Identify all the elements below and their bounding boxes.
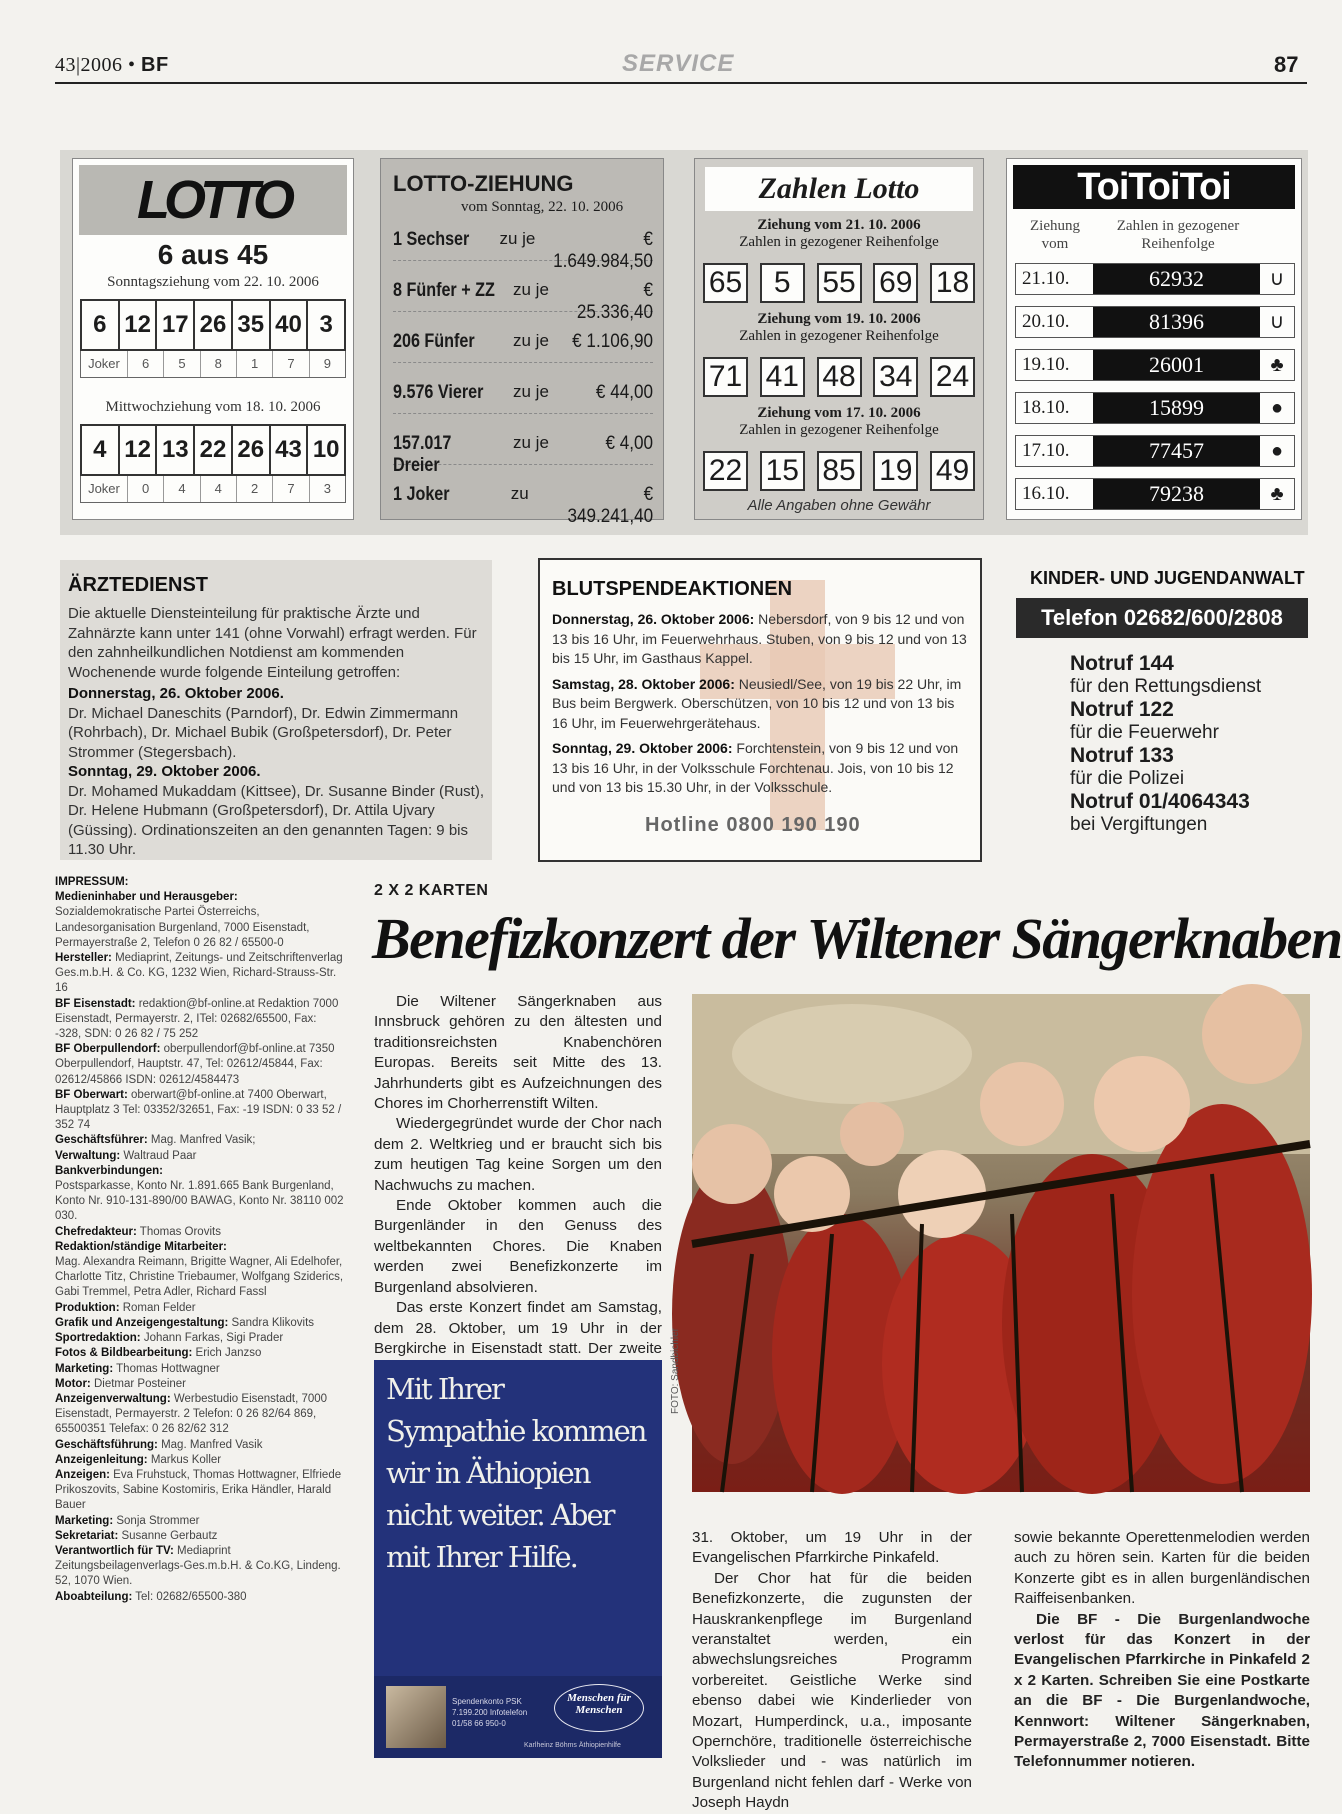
lotto-number: 6 [82,301,120,349]
toi-row: 16.10. 79238 ♣ [1015,478,1295,510]
kinderanwalt-phone: Telefon 02682/600/2808 [1016,598,1308,638]
prize-row: 8 Fünfer + ZZ zu je € 25.336,40 [393,280,653,323]
article-headline: Benefizkonzert der Wiltener Sängerknaben [372,906,1342,971]
lotto-ziehung-box [380,158,664,527]
ad-photo [386,1686,446,1748]
blutspende-text: Donnerstag, 26. Oktober 2006: Nebersdorf, von 9 bis 12 und von 13 bis 16 Uhr, im Feuerwehrhaus. Stuben, von 9 bis 12 und von 13 bis 15 Uhr, im Gasthaus Kappel. Samstag, 28. Oktober 2006: Neusiedl/See, von 19 bis 22 Uhr, im Bus beim Bergwerk. Oberschützen, von 10 bis 12 und von 13 bis 16 Uhr, im Feuerwehrgerätehaus. Sonntag, 29. Oktober 2006: Forchtenstein, von 9 bis 12 und von 13 bis 16 Uhr, in der Volksschule Forchtenau. Jois, von 10 bis 12 und von 13 bis 15.30 Uhr, in der Volksschule. [552,611,967,795]
photo-credit: FOTO: Sandbichler [670,1328,681,1414]
prize-row: 206 Fünfer zu je € 1.106,90 [393,331,653,363]
aerztedienst-box [60,560,492,860]
draw-numbers: 71 41 48 34 24 [703,357,975,397]
lotto-number: 12 [120,301,158,349]
pig-icon: ● [1260,393,1294,423]
header-bullet: • [128,54,136,76]
blutspende-title: BLUTSPENDEAKTIONEN [552,578,793,600]
draw-numbers: 65 5 55 69 18 [703,263,975,303]
clover-icon: ♣ [1260,350,1294,380]
draw-heading: Ziehung vom 21. 10. 2006 Zahlen in gezogener Reihenfolge [739,217,939,250]
blutspende-box [538,558,982,862]
prize-row: 9.576 Vierer zu je € 44,00 [393,382,653,414]
choir-photo [692,994,1310,1492]
ad-headline: Mit Ihrer Sympathie kommen wir in Äthiopien nicht weiter. Aber mit Ihrer Hilfe. [386,1372,646,1574]
toi-row: 17.10. 77457 ● [1015,435,1295,467]
toi-row: 18.10. 15899 ● [1015,392,1295,424]
toi-row: 20.10. 81396 ∪ [1015,306,1295,338]
kinderanwalt-title: KINDER- UND JUGENDANWALT [1030,568,1305,588]
ziehung-title: LOTTO-ZIEHUNG [393,171,574,196]
col-header-date: Ziehung vom [1030,218,1080,252]
wednesday-draw-label: Mittwochziehung vom 18. 10. 2006 [105,399,321,415]
article-kicker: 2 X 2 KARTEN [374,882,489,899]
lotto-number: 35 [233,301,271,349]
header-rule [55,82,1307,84]
clover-icon: ♣ [1260,479,1294,509]
paper-name: BF [141,54,169,76]
kinderanwalt-box [1016,560,1316,860]
prize-row: 1 Sechser zu je € 1.649.984,50 [393,229,654,272]
ad-logo: Menschen für Menschen [554,1684,644,1732]
aerztedienst-title: ÄRZTEDIENST [68,574,208,596]
sunday-draw-label: Sonntagsziehung vom 22. 10. 2006 [107,274,319,290]
lotto-number: 40 [271,301,309,349]
lotto-logo: LOTTO [79,165,347,235]
col-header-numbers: Zahlen in gezogener Reihenfolge [1116,218,1240,252]
lotto-number: 17 [157,301,195,349]
article-column-3: sowie bekannte Operettenmelodien werden auch zu hören sein. Karten für die beiden Konzerte gibt es in allen burgenländischen Raiffeisenbanken. Die BF - Die Burgenlandwoche verlost für das Konzert in der Evangelischen Pfarrkirche in Pinkafeld 2 x 2 Karten. Schreiben Sie eine Postkarte an die BF - Die Burgenlandwoche, Kennwort: Wiltener Sängerknaben, Permayerstraße 2, 7000 Eisenstadt. Bitte Telefonnummer notieren. [1014,1529,1310,1771]
prize-row: 1 Joker zu € 349.241,40 [393,484,653,527]
wednesday-joker: Joker 0 4 4 2 7 3 [80,476,346,503]
horseshoe-icon: ∪ [1260,307,1294,337]
disclaimer: Alle Angaben ohne Gewähr [747,497,931,514]
article-column-1: Die Wiltener Sängerknaben aus Innsbruck gehören zu den ältesten und traditionsreichsten Knabenchören Europas. Bereits seit Mitte des 13. Jahrhunderts gibt es Aufzeichnungen des Chores im Chorherrenstift Wilten. Wiedergegründet wurde der Chor nach dem 2. Weltkrieg und er braucht sich bis zum heutigen Tag keine Sorgen um den Nachwuchs zu machen. Ende Oktober kommen auch die Burgenländer in den Genuss des weltbekannten Chores. Die Knaben werden zwei Benefizkonzerte im Burgenland absolvieren. Das erste Konzert findet am Samstag, dem 28. Oktober, um 19 Uhr in der Bergkirche in Eisenstadt statt. Der zweite [374,993,662,1357]
notruf-list: Notruf 144 für den Rettungsdienst Notruf 122 für die Feuerwehr Notruf 133 für die Polizei Notruf 01/4064343 bei Vergiftungen [1070,652,1262,835]
lotto-subtitle: 6 aus 45 [157,239,269,270]
article-column-2: 31. Oktober, um 19 Uhr in der Evangelischen Pfarrkirche Pinkafeld. Der Chor hat für die beiden Benefizkonzerte, die zugunsten der Hauskrankenpflege im Burgenland veranstaltet werden, ein abwechslungsreiches Programm vorbereitet. Geistliche Werke sind ebenso dabei wie Kinderlieder von Mozart, Humperdinck, u.a., imposante Opernchöre, traditionelle österreichische Volkslieder und - was natürlich im Burgenland nicht fehlen darf - Werke von Joseph Haydn [692,1529,972,1812]
ad-donation-info: Spendenkonto PSK 7.199.200 Infotelefon 01/58 66 950-0 [452,1697,528,1728]
toitoitoi-logo: ToiToiToi [1013,165,1295,209]
aerztedienst-text: Die aktuelle Diensteinteilung für praktische Ärzte und Zahnärzte kann unter 141 (ohne Vorwahl) erfragt werden. Für den zahnheilkundlichen Notdienst am kommenden Wochenende wurde folgende Einteilung getroffen: Donnerstag, 26. Oktober 2006. Dr. Michael Daneschits (Parndorf), Dr. Edwin Zimmermann (Rohrbach), Dr. Michael Bubik (Großpetersdorf), Dr. Peter Strommer (Stegersbach). Sonntag, 29. Oktober 2006. Dr. Mohamed Mukaddam (Kittsee), Dr. Susanne Binder (Rust), Dr. Helene Hubmann (Großpetersdorf), Dr. Attila Ujvary (Güssing). Ordinationszeiten an den genannten Tagen: 9 bis 11.30 Uhr. [68,605,485,858]
toi-row: 19.10. 26001 ♣ [1015,349,1295,381]
zahlenlotto-box [694,158,984,520]
ziehung-date: vom Sonntag, 22. 10. 2006 [461,199,624,215]
wednesday-numbers: 4 12 13 22 26 43 10 [80,424,346,476]
page-number: 87 [1274,52,1299,77]
impressum: IMPRESSUM: Medieninhaber und Herausgeber: Sozialdemokratische Partei Österreichs, Landesorganisation Burgenland, 7000 Eisenstadt, Permayerstraße 2, Telefon 0 26 82 / 65500-0 Hersteller: Mediaprint, Zeitungs- und Zeitschriftenverlag Ges.m.b.H. & Co. KG, 1232 Wien, Richard-Strauss-Str. 16 BF Eisenstadt: redaktion@bf-online.at Redaktion 7000 Eisenstadt, Permayerstr. 2, ITel: 02682/65500, Fax: -328, SDN: 0 26 82 / 75 252 BF Oberpullendorf: oberpullendorf@bf-online.at 7350 Oberpullendorf, Hauptstr. 47, Tel: 02612/45844, Fax: 02612/45866 ISDN: 02612/4584473 BF Oberwart: oberwart@bf-online.at 7400 Oberwart, Hauptplatz 3 Tel: 03352/32651, Fax: -19 ISDN: 0 33 52 / 352 74 Geschäftsführer: Mag. Manfred Vasik; Verwaltung: Waltraud Paar Bankverbindungen: Postsparkasse, Konto Nr. 1.891.665 Bank Burgenland, Konto Nr. 910-131-890/00 BAWAG, Konto Nr. 38110 002 030. Chefredakteur: Thomas Orovits Redaktion/ständige Mitarbeiter: Mag. Alexandra Reimann, Brigitte Wagner, Ali Edelhofer, Charlotte Titz, Christine Triebaumer, Wolfgang Sziderics, Gabi Tremmel, Petra Adler, Richard Fassl Produktion: Roman Felder Grafik und Anzeigengestaltung: Sandra Klikovits Sportredaktion: Johann Farkas, Sigi Prader Fotos & Bildbearbeitung: Erich Janzso Marketing: Thomas Hottwagner Motor: Dietmar Posteiner Anzeigenverwaltung: Werbestudio Eisenstadt, 7000 Eisenstadt, Permayerstr. 2 Telefon: 0 26 82/64 869, 65500351 Telefax: 0 26 82/62 312 Geschäftsführung: Mag. Manfred Vasik Anzeigenleitung: Markus Koller Anzeigen: Eva Fruhstuck, Thomas Hottwagner, Elfriede Prikoszovits, Sabine Kostomiris, Erika Händler, Harald Bauer Marketing: Sonja Strommer Sekretariat: Susanne Gerbautz Verantwortlich für TV: Mediaprint Zeitungsbeilagenverlags-Ges.m.b.H. & Co.KG, Lindeng. 52, 1070 Wien. Aboabteilung: Tel: 02682/65500-380 [55,876,344,1603]
ad-subline: Karlheinz Böhms Äthiopienhilfe [524,1742,621,1749]
draw-heading: Ziehung vom 19. 10. 2006 Zahlen in gezogener Reihenfolge [739,311,939,344]
prize-row: 157.017 Dreier zu je € 4,00 [393,433,653,476]
lotto-number: 26 [195,301,233,349]
horseshoe-icon: ∪ [1260,264,1294,294]
hotline: Hotline 0800 190 190 [645,814,861,836]
lotto-zusatzzahl: 3 [319,311,333,338]
zahlenlotto-logo: Zahlen Lotto [705,167,973,211]
lotto-box [72,158,354,520]
issue-number: 43|2006 [55,54,123,76]
toi-row: 21.10. 62932 ∪ [1015,263,1295,295]
sunday-numbers [80,299,346,351]
ad-footer [374,1676,662,1758]
issue-info [55,54,169,77]
pig-icon: ● [1260,436,1294,466]
toitoitoi-box [1006,158,1302,520]
section-title: SERVICE [622,50,735,77]
draw-numbers: 22 15 85 19 49 [703,451,975,491]
sunday-joker: Joker 6 5 8 1 7 9 [80,351,346,378]
draw-heading: Ziehung vom 17. 10. 2006 Zahlen in gezogener Reihenfolge [739,405,939,438]
choir-illustration [692,994,1310,1492]
ad-menschen-fuer-menschen[interactable] [374,1360,662,1758]
